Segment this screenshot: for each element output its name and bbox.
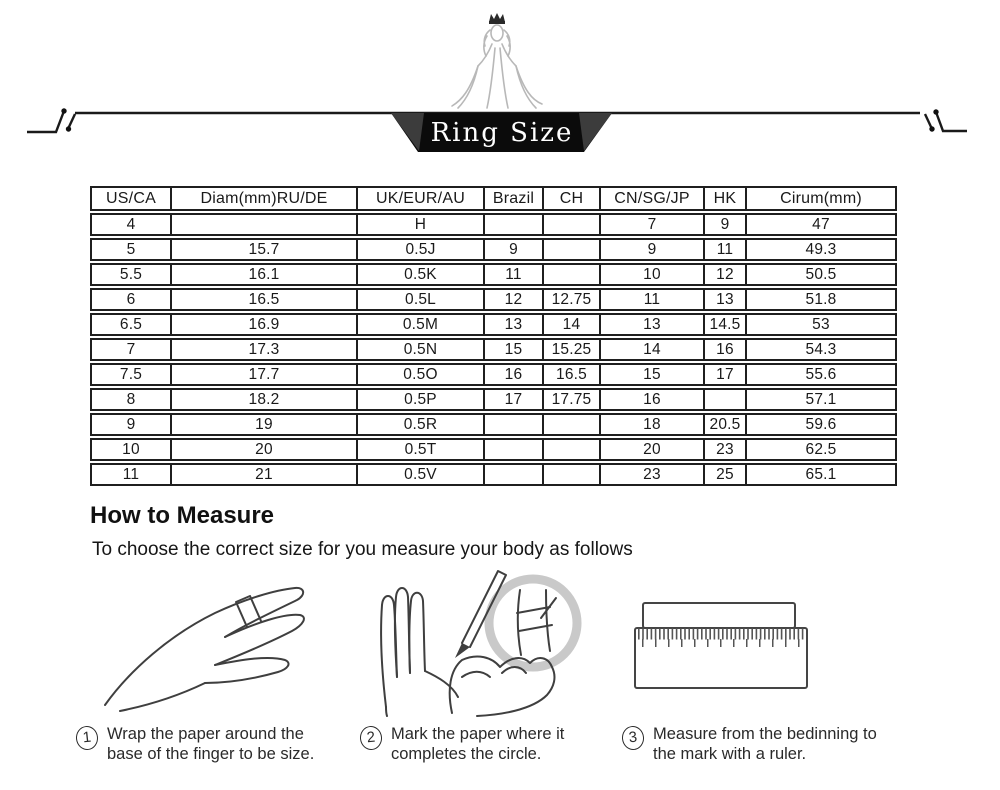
table-cell: 5 xyxy=(92,240,172,259)
table-cell: 16 xyxy=(601,390,705,409)
table-row xyxy=(90,388,897,411)
measure-step-1 xyxy=(76,725,314,764)
table-cell: 54.3 xyxy=(805,341,837,358)
table-cell: 14.5 xyxy=(705,315,747,334)
table-row xyxy=(90,213,897,236)
table-cell xyxy=(485,440,544,459)
table-cell xyxy=(544,265,601,284)
measure-illustrations xyxy=(0,565,1000,717)
table-cell: 16 xyxy=(485,365,544,384)
measure-illustrations-graphic xyxy=(0,565,1000,717)
table-row xyxy=(90,438,897,461)
table-cell: 11 xyxy=(705,240,747,259)
header-cell: HK xyxy=(705,188,747,209)
step-text-line: Wrap the paper around the xyxy=(107,725,304,743)
table-cell: 57.1 xyxy=(805,391,837,408)
table-cell: 62.5 xyxy=(805,441,837,458)
table-cell: 65.1 xyxy=(805,466,837,483)
ruler-illustration xyxy=(635,603,807,688)
table-cell: 13 xyxy=(485,315,544,334)
table-row xyxy=(90,263,897,286)
table-cell: 14 xyxy=(601,340,705,359)
table-cell: 4 xyxy=(92,215,172,234)
step-text-line: Mark the paper where it xyxy=(391,725,565,743)
table-cell: 47 xyxy=(812,216,830,233)
table-cell: 10 xyxy=(601,265,705,284)
table-cell: 7.5 xyxy=(92,365,172,384)
table-cell: 16 xyxy=(705,340,747,359)
table-cell: 23 xyxy=(601,465,705,484)
table-cell: 51.8 xyxy=(805,291,837,308)
table-header-row xyxy=(90,186,897,211)
measure-steps xyxy=(0,717,1000,779)
table-cell: 17 xyxy=(485,390,544,409)
header-cell: Cirum(mm) xyxy=(780,190,862,207)
step-text xyxy=(653,725,877,764)
table-cell: 19 xyxy=(172,415,358,434)
table-cell: 0.5P xyxy=(358,390,485,409)
table-row xyxy=(90,413,897,436)
table-cell xyxy=(544,415,601,434)
step-text-line: base of the finger to be size. xyxy=(107,744,315,763)
table-cell xyxy=(485,215,544,234)
table-cell: 9 xyxy=(705,215,747,234)
table-cell xyxy=(705,390,747,409)
header-cell: Diam(mm)RU/DE xyxy=(172,188,358,209)
table-cell: 12 xyxy=(485,290,544,309)
header-cell: CN/SG/JP xyxy=(601,188,705,209)
magnifier-circle xyxy=(489,579,577,667)
table-cell: 11 xyxy=(485,265,544,284)
mark-paper-hands-illustration xyxy=(381,571,577,716)
table-row xyxy=(90,238,897,261)
header-cell: UK/EUR/AU xyxy=(358,188,485,209)
table-cell: 14 xyxy=(544,315,601,334)
how-to-measure-heading: How to Measure xyxy=(90,502,275,529)
table-cell: 59.6 xyxy=(805,416,837,433)
table-cell: 6.5 xyxy=(92,315,172,334)
table-cell: 25 xyxy=(705,465,747,484)
table-cell: 0.5J xyxy=(358,240,485,259)
table-cell: 16.1 xyxy=(172,265,358,284)
table-cell: 12 xyxy=(705,265,747,284)
step-text-line: completes the circle. xyxy=(391,744,542,763)
table-cell: 17.75 xyxy=(544,390,601,409)
measure-step-3 xyxy=(622,725,877,764)
header-cell: Brazil xyxy=(485,188,544,209)
bride-figure-icon xyxy=(452,13,542,108)
table-row xyxy=(90,338,897,361)
banner-title: Ring Size xyxy=(430,118,574,148)
how-to-measure-section xyxy=(0,502,1000,779)
table-cell: 9 xyxy=(601,240,705,259)
table-row xyxy=(90,288,897,311)
table-cell: 0.5O xyxy=(358,365,485,384)
table-cell: 15.25 xyxy=(544,340,601,359)
step-text-line: the mark with a ruler. xyxy=(653,744,807,763)
table-cell: 16.9 xyxy=(172,315,358,334)
table-cell: 0.5V xyxy=(358,465,485,484)
table-cell: 55.6 xyxy=(805,366,837,383)
table-cell: 21 xyxy=(172,465,358,484)
table-cell: 9 xyxy=(92,415,172,434)
table-cell: 12.75 xyxy=(544,290,601,309)
table-row xyxy=(90,363,897,386)
table-cell: 17 xyxy=(705,365,747,384)
table-cell: 16.5 xyxy=(172,290,358,309)
table-cell: 7 xyxy=(92,340,172,359)
table-cell: 0.5L xyxy=(358,290,485,309)
table-cell: 20.5 xyxy=(705,415,747,434)
table-row xyxy=(90,463,897,486)
step-text-line: Measure from the bedinning to xyxy=(653,725,877,743)
table-cell: 0.5N xyxy=(358,340,485,359)
table-cell: 18 xyxy=(601,415,705,434)
header-banner xyxy=(0,0,1000,168)
how-to-measure-subheading: To choose the correct size for you measure your body as follows xyxy=(92,539,633,560)
table-cell: 11 xyxy=(92,465,172,484)
table-cell: 23 xyxy=(705,440,747,459)
table-cell xyxy=(172,215,358,234)
table-cell: 15 xyxy=(485,340,544,359)
table-cell: 8 xyxy=(92,390,172,409)
table-cell: 0.5K xyxy=(358,265,485,284)
table-cell: 9 xyxy=(485,240,544,259)
table-cell: 15.7 xyxy=(172,240,358,259)
table-cell: 0.5T xyxy=(358,440,485,459)
table-cell: 20 xyxy=(172,440,358,459)
table-cell: 16.5 xyxy=(544,365,601,384)
header-cell: US/CA xyxy=(92,188,172,209)
hand-paper-strip-illustration xyxy=(105,588,304,711)
table-cell: 17.7 xyxy=(172,365,358,384)
step-number-badge: 1 xyxy=(75,725,99,751)
table-cell xyxy=(485,465,544,484)
table-cell: 15 xyxy=(601,365,705,384)
table-cell: 50.5 xyxy=(805,266,837,283)
table-cell: 17.3 xyxy=(172,340,358,359)
step-number-badge: 2 xyxy=(359,725,383,751)
step-text xyxy=(107,725,314,764)
table-cell: 53 xyxy=(812,316,830,333)
table-cell: 49.3 xyxy=(805,241,837,258)
table-cell xyxy=(544,215,601,234)
table-cell: 7 xyxy=(601,215,705,234)
table-cell xyxy=(485,415,544,434)
ring-size-table xyxy=(90,186,897,486)
table-cell: 13 xyxy=(705,290,747,309)
table-cell: 10 xyxy=(92,440,172,459)
table-row xyxy=(90,313,897,336)
table-cell: 5.5 xyxy=(92,265,172,284)
table-cell: 11 xyxy=(601,290,705,309)
header-cell: CH xyxy=(544,188,601,209)
table-cell xyxy=(544,440,601,459)
table-cell: H xyxy=(358,215,485,234)
step-number-badge: 3 xyxy=(621,725,645,751)
table-cell: 13 xyxy=(601,315,705,334)
step-text xyxy=(391,725,564,764)
table-cell: 20 xyxy=(601,440,705,459)
table-cell xyxy=(544,240,601,259)
table-cell: 0.5M xyxy=(358,315,485,334)
table-cell: 18.2 xyxy=(172,390,358,409)
table-cell: 0.5R xyxy=(358,415,485,434)
measure-step-2 xyxy=(360,725,564,764)
table-cell: 6 xyxy=(92,290,172,309)
table-cell xyxy=(544,465,601,484)
